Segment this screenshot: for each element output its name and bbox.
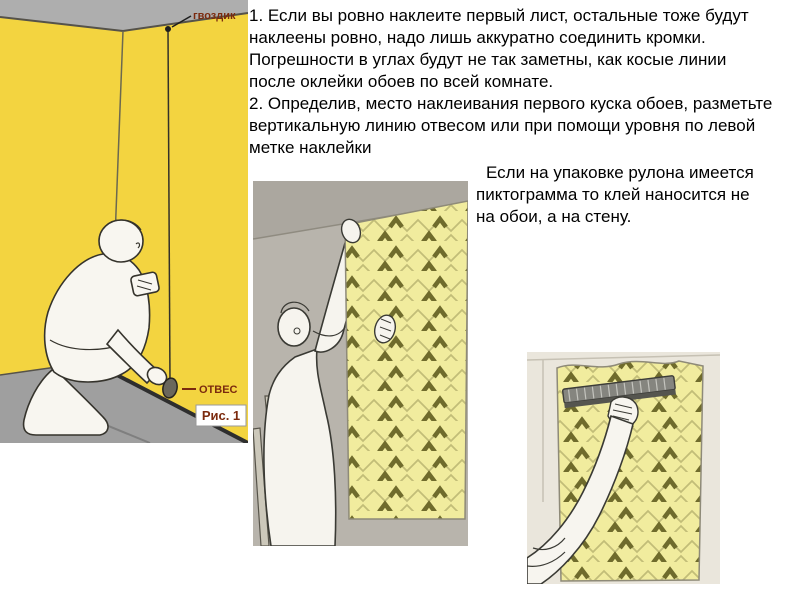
brushing-wallpaper-illustration <box>527 352 720 584</box>
nail-label: гвоздик <box>193 10 236 22</box>
plumb-line-illustration <box>0 0 248 443</box>
instruction-item-1: 1. Если вы ровно наклеите первый лист, остальные тоже будут наклеены ровно, надо лишь аккуратно соединить кромки. Погрешности в углах будут не так заметны, как косые линии после оклейки обоев по всей комнате. <box>249 6 749 91</box>
figure-hanging-wallpaper <box>253 181 468 546</box>
instructions-text <box>249 5 776 159</box>
instruction-item-2: 2. Определив, место наклеивания первого куска обоев, разметьте вертикальную линию отвесом или при помощи уровня по левой метке наклейки <box>249 94 773 157</box>
wallpaper-strip <box>345 201 468 519</box>
hanging-wallpaper-illustration <box>253 181 468 546</box>
plumb-label: ОТВЕС <box>199 384 238 396</box>
figure-brushing-wallpaper <box>527 352 720 584</box>
nail-icon <box>165 26 171 32</box>
note-text: Если на упаковке рулона имеется пиктограмма то клей наносится не на обои, а на стену. <box>476 163 754 226</box>
figure-plumb-line <box>0 0 248 443</box>
figure-caption: Рис. 1 <box>201 408 241 423</box>
